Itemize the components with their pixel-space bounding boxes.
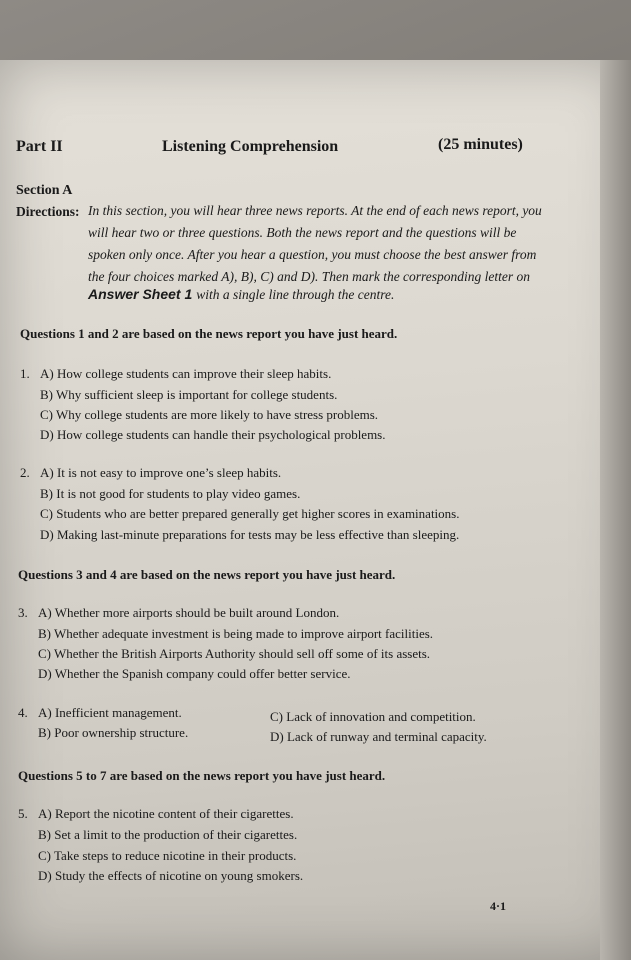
question-group-heading: Questions 5 to 7 are based on the news report you have just heard. xyxy=(18,768,386,783)
answer-sheet-label: Answer Sheet 1 xyxy=(88,286,193,302)
directions-line: will hear two or three questions. Both the news report and the questions will be xyxy=(88,225,517,240)
directions-label: Directions: xyxy=(16,204,80,219)
directions-line: In this section, you will hear three news reports. At the end of each news report, you xyxy=(88,203,542,218)
option-1d[interactable]: D) How college students can handle their psychological problems. xyxy=(40,427,386,442)
page-number: 4·1 xyxy=(490,899,507,913)
page-title: Listening Comprehension xyxy=(162,138,339,155)
part-label: Part II xyxy=(16,138,63,155)
option-4b[interactable]: B) Poor ownership structure. xyxy=(38,725,189,740)
option-2c[interactable]: C) Students who are better prepared generally get higher scores in examinations. xyxy=(40,506,460,521)
paper-edge xyxy=(600,60,631,960)
option-4c[interactable]: C) Lack of innovation and competition. xyxy=(270,709,476,724)
option-3c[interactable]: C) Whether the British Airports Authority should sell off some of its assets. xyxy=(38,646,431,661)
option-5c[interactable]: C) Take steps to reduce nicotine in their products. xyxy=(38,848,297,863)
directions-line: spoken only once. After you hear a question, you must choose the best answer from xyxy=(88,247,537,262)
question-number: 4. xyxy=(18,705,28,720)
question-group-heading: Questions 3 and 4 are based on the news report you have just heard. xyxy=(18,567,396,582)
option-5b[interactable]: B) Set a limit to the production of their cigarettes. xyxy=(38,827,298,842)
option-5d[interactable]: D) Study the effects of nicotine on young smokers. xyxy=(38,868,304,883)
directions-tail: with a single line through the centre. xyxy=(196,287,395,302)
option-4a[interactable]: A) Inefficient management. xyxy=(38,705,182,720)
question-number: 1. xyxy=(20,366,30,381)
option-1a[interactable]: A) How college students can improve their sleep habits. xyxy=(40,366,332,381)
question-number: 3. xyxy=(18,605,28,620)
option-2d[interactable]: D) Making last-minute preparations for tests may be less effective than sleeping. xyxy=(40,527,460,542)
question-group-heading: Questions 1 and 2 are based on the news report you have just heard. xyxy=(20,326,398,341)
option-1b[interactable]: B) Why sufficient sleep is important for college students. xyxy=(40,387,338,402)
directions-last-line xyxy=(88,286,394,304)
option-2b[interactable]: B) It is not good for students to play video games. xyxy=(40,486,301,501)
option-3d[interactable]: D) Whether the Spanish company could offer better service. xyxy=(38,666,351,681)
option-2a[interactable]: A) It is not easy to improve one’s sleep habits. xyxy=(40,465,282,480)
directions-line: the four choices marked A), B), C) and D). Then mark the corresponding letter on xyxy=(88,269,531,284)
option-1c[interactable]: C) Why college students are more likely to have stress problems. xyxy=(40,407,379,422)
option-3a[interactable]: A) Whether more airports should be built around London. xyxy=(38,605,340,620)
question-number: 5. xyxy=(18,806,28,821)
time-limit: (25 minutes) xyxy=(438,136,523,153)
section-title: Section A xyxy=(16,183,73,198)
option-3b[interactable]: B) Whether adequate investment is being made to improve airport facilities. xyxy=(38,626,434,641)
option-5a[interactable]: A) Report the nicotine content of their cigarettes. xyxy=(38,806,294,821)
question-number: 2. xyxy=(20,465,30,480)
option-4d[interactable]: D) Lack of runway and terminal capacity. xyxy=(270,729,487,744)
